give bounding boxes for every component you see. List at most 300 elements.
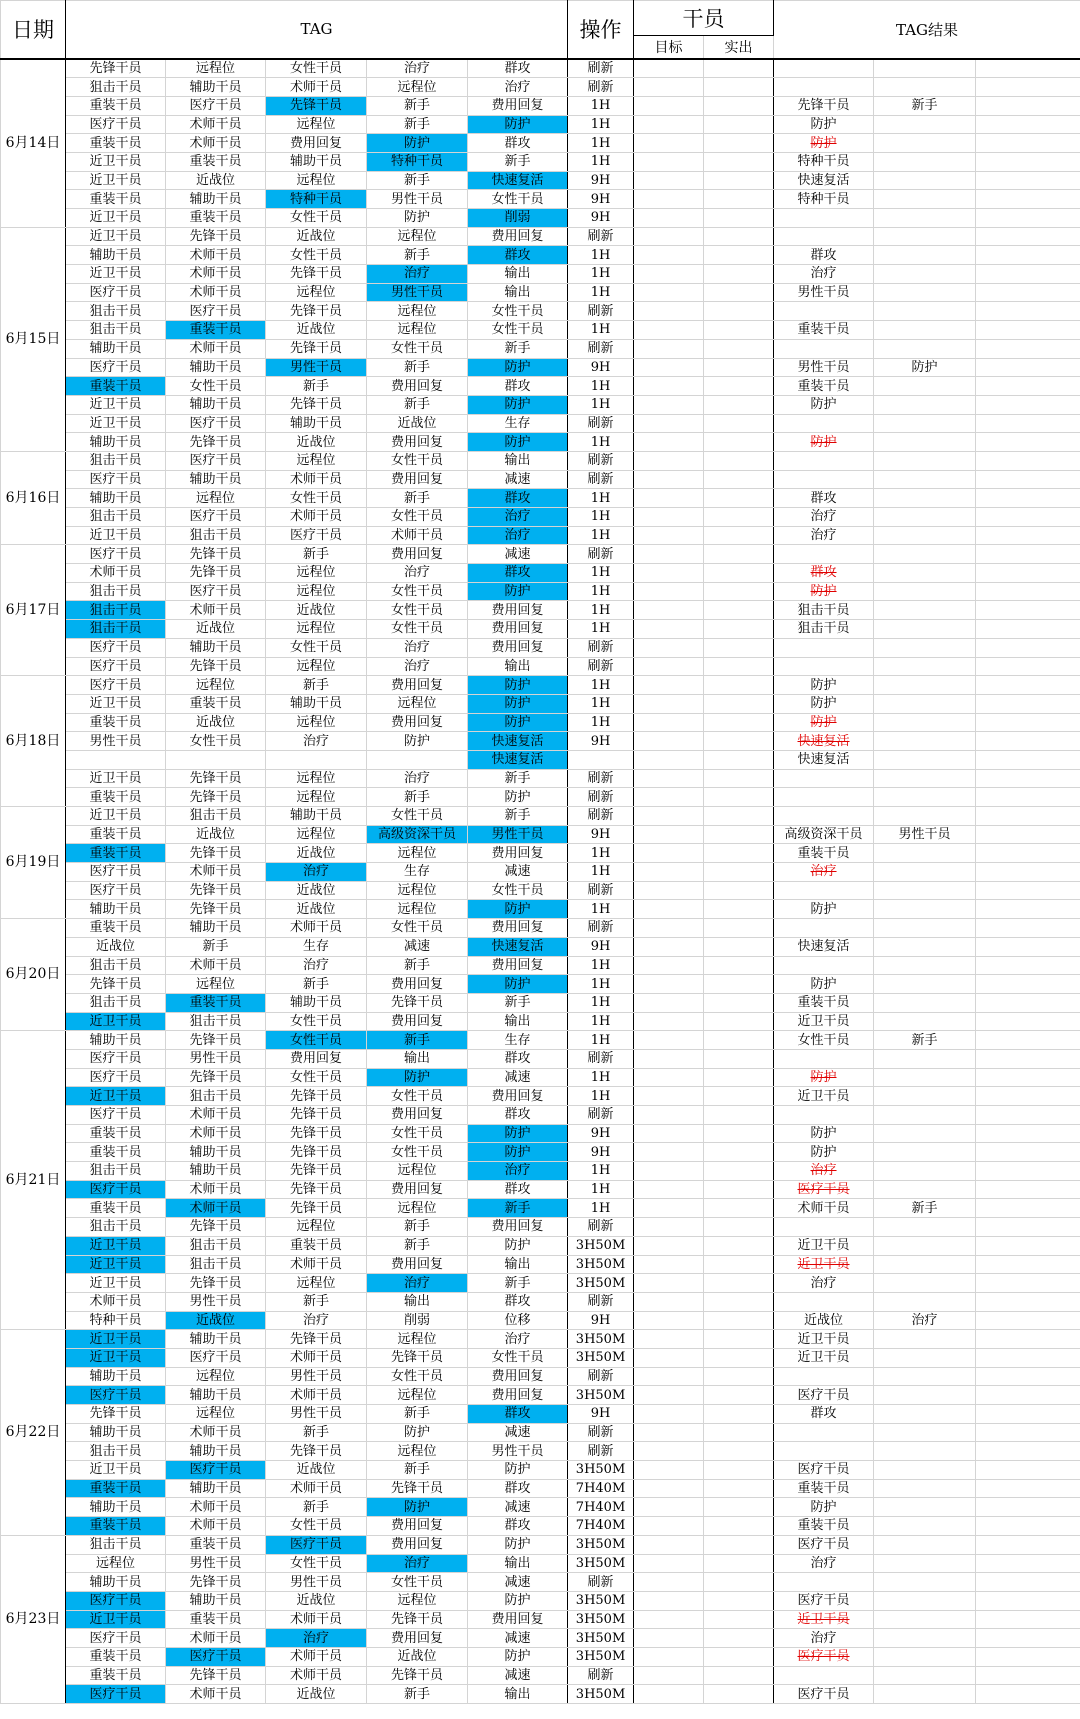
actual-cell bbox=[704, 1218, 774, 1237]
result-tag-cell bbox=[874, 1498, 976, 1517]
table-row bbox=[1, 844, 1080, 863]
tag-cell: 远程位 bbox=[367, 1442, 468, 1461]
actual-cell bbox=[704, 339, 774, 358]
tag-cell: 减速 bbox=[468, 470, 568, 489]
tag-cell: 术师干员 bbox=[367, 526, 468, 545]
tag-cell: 费用回复 bbox=[367, 1629, 468, 1648]
tag-cell: 新手 bbox=[266, 1498, 367, 1517]
actual-cell bbox=[704, 1031, 774, 1050]
actual-cell bbox=[704, 171, 774, 190]
result-empty-cell bbox=[976, 937, 1080, 956]
tag-cell: 术师干员 bbox=[166, 1517, 266, 1536]
tag-cell: 先锋干员 bbox=[266, 395, 367, 414]
tag-cell: 先锋干员 bbox=[66, 59, 166, 78]
tag-cell: 先锋干员 bbox=[266, 1162, 367, 1181]
tag-cell: 术师干员 bbox=[266, 470, 367, 489]
operation-cell: 刷新 bbox=[568, 1367, 634, 1386]
tag-cell: 女性干员 bbox=[367, 620, 468, 639]
tag-cell: 重装干员 bbox=[66, 1647, 166, 1666]
operation-cell: 1H bbox=[568, 1068, 634, 1087]
tag-cell: 先锋干员 bbox=[367, 1610, 468, 1629]
tag-cell: 削弱 bbox=[367, 1311, 468, 1330]
tag-cell: 狙击干员 bbox=[66, 1218, 166, 1237]
tag-cell: 远程位 bbox=[367, 1591, 468, 1610]
tag-cell: 生存 bbox=[367, 863, 468, 882]
result-tag-cell bbox=[874, 1610, 976, 1629]
tag-cell: 费用回复 bbox=[367, 1255, 468, 1274]
result-tag-cell: 特种干员 bbox=[774, 190, 874, 209]
tag-cell: 新手 bbox=[468, 152, 568, 171]
result-empty-cell bbox=[976, 78, 1080, 97]
actual-cell bbox=[704, 638, 774, 657]
result-tag-cell bbox=[874, 209, 976, 228]
result-empty-cell bbox=[976, 1647, 1080, 1666]
tag-cell: 费用回复 bbox=[367, 377, 468, 396]
result-tag-cell bbox=[874, 78, 976, 97]
result-tag-cell bbox=[774, 638, 874, 657]
table-row bbox=[1, 526, 1080, 545]
table-row bbox=[1, 975, 1080, 994]
operation-cell: 刷新 bbox=[568, 788, 634, 807]
tag-cell: 费用回复 bbox=[367, 1535, 468, 1554]
tag-cell: 先锋干员 bbox=[66, 975, 166, 994]
tag-cell: 重装干员 bbox=[66, 1479, 166, 1498]
result-tag-cell bbox=[874, 881, 976, 900]
tag-cell: 费用回复 bbox=[367, 1517, 468, 1536]
tag-cell: 医疗干员 bbox=[266, 1535, 367, 1554]
result-empty-cell bbox=[976, 1666, 1080, 1685]
result-tag-cell bbox=[874, 1573, 976, 1592]
tag-cell: 新手 bbox=[367, 395, 468, 414]
result-tag-cell bbox=[774, 1218, 874, 1237]
tag-cell: 远程位 bbox=[266, 283, 367, 302]
result-empty-cell bbox=[976, 1685, 1080, 1704]
tag-cell: 先锋干员 bbox=[266, 265, 367, 284]
target-cell bbox=[634, 1124, 704, 1143]
tag-cell: 医疗干员 bbox=[166, 582, 266, 601]
tag-cell: 近卫干员 bbox=[66, 1255, 166, 1274]
tag-cell: 先锋干员 bbox=[266, 1124, 367, 1143]
actual-cell bbox=[704, 227, 774, 246]
tag-cell: 医疗干员 bbox=[66, 657, 166, 676]
actual-cell bbox=[704, 1124, 774, 1143]
table-row bbox=[1, 601, 1080, 620]
result-tag-cell bbox=[774, 78, 874, 97]
result-empty-cell bbox=[976, 900, 1080, 919]
tag-cell: 近战位 bbox=[266, 601, 367, 620]
tag-cell: 医疗干员 bbox=[66, 1629, 166, 1648]
result-empty-cell bbox=[976, 1031, 1080, 1050]
tag-cell: 防护 bbox=[367, 1068, 468, 1087]
result-tag-cell: 治疗 bbox=[774, 508, 874, 527]
tag-cell: 重装干员 bbox=[266, 1236, 367, 1255]
operation-cell: 1H bbox=[568, 134, 634, 153]
result-tag-cell bbox=[774, 451, 874, 470]
target-cell bbox=[634, 1143, 704, 1162]
result-tag-cell bbox=[774, 470, 874, 489]
actual-cell bbox=[704, 975, 774, 994]
result-empty-cell bbox=[976, 564, 1080, 583]
tag-cell: 先锋干员 bbox=[266, 302, 367, 321]
result-empty-cell bbox=[976, 508, 1080, 527]
tag-cell: 女性干员 bbox=[468, 190, 568, 209]
table-row bbox=[1, 1068, 1080, 1087]
tag-cell: 治疗 bbox=[468, 526, 568, 545]
result-tag-cell bbox=[874, 1629, 976, 1648]
target-cell bbox=[634, 1517, 704, 1536]
tag-cell: 远程位 bbox=[266, 788, 367, 807]
result-tag-cell: 先锋干员 bbox=[774, 96, 874, 115]
tag-cell: 治疗 bbox=[367, 59, 468, 78]
result-tag-cell bbox=[874, 1236, 976, 1255]
tag-cell: 远程位 bbox=[367, 227, 468, 246]
tag-cell: 生存 bbox=[266, 937, 367, 956]
result-empty-cell bbox=[976, 1311, 1080, 1330]
result-empty-cell bbox=[976, 1199, 1080, 1218]
tag-cell: 新手 bbox=[367, 1031, 468, 1050]
tag-cell: 术师干员 bbox=[166, 1124, 266, 1143]
tag-cell: 新手 bbox=[166, 937, 266, 956]
tag-cell: 输出 bbox=[367, 1049, 468, 1068]
operation-cell: 3H50M bbox=[568, 1330, 634, 1349]
table-row bbox=[1, 1087, 1080, 1106]
tag-cell: 费用回复 bbox=[468, 96, 568, 115]
tag-cell: 女性干员 bbox=[367, 582, 468, 601]
operation-cell: 1H bbox=[568, 1199, 634, 1218]
result-tag-cell bbox=[774, 1049, 874, 1068]
actual-cell bbox=[704, 1479, 774, 1498]
tag-cell: 先锋干员 bbox=[367, 1479, 468, 1498]
result-tag-cell bbox=[874, 1049, 976, 1068]
actual-cell bbox=[704, 1236, 774, 1255]
tag-cell: 医疗干员 bbox=[66, 1106, 166, 1125]
tag-cell: 群攻 bbox=[468, 1049, 568, 1068]
result-tag-cell bbox=[874, 470, 976, 489]
tag-cell: 术师干员 bbox=[166, 601, 266, 620]
tag-cell: 辅助干员 bbox=[166, 395, 266, 414]
tag-cell: 女性干员 bbox=[266, 209, 367, 228]
tag-cell: 术师干员 bbox=[266, 78, 367, 97]
result-tag-cell bbox=[874, 1180, 976, 1199]
target-cell bbox=[634, 919, 704, 938]
tag-cell: 远程位 bbox=[266, 713, 367, 732]
tag-cell: 生存 bbox=[468, 414, 568, 433]
actual-cell bbox=[704, 209, 774, 228]
result-tag-cell bbox=[874, 601, 976, 620]
target-cell bbox=[634, 1236, 704, 1255]
operation-cell: 1H bbox=[568, 1087, 634, 1106]
table-row bbox=[1, 265, 1080, 284]
actual-cell bbox=[704, 283, 774, 302]
result-empty-cell bbox=[976, 1386, 1080, 1405]
tag-cell: 近战位 bbox=[166, 1311, 266, 1330]
table-row bbox=[1, 1311, 1080, 1330]
actual-cell bbox=[704, 265, 774, 284]
tag-cell: 远程位 bbox=[266, 1218, 367, 1237]
date-cell: 6月18日 bbox=[1, 676, 66, 807]
result-tag-cell: 快速复活 bbox=[774, 732, 874, 751]
result-tag-cell: 医疗干员 bbox=[774, 1647, 874, 1666]
tag-cell: 费用回复 bbox=[468, 1610, 568, 1629]
tag-cell: 近战位 bbox=[367, 1647, 468, 1666]
result-empty-cell bbox=[976, 321, 1080, 340]
target-cell bbox=[634, 358, 704, 377]
operation-cell: 刷新 bbox=[568, 769, 634, 788]
target-cell bbox=[634, 265, 704, 284]
tag-cell: 医疗干员 bbox=[166, 1647, 266, 1666]
actual-cell bbox=[704, 807, 774, 826]
target-cell bbox=[634, 620, 704, 639]
table-row bbox=[1, 956, 1080, 975]
header-tag-result: TAG结果 bbox=[774, 1, 1080, 59]
tag-cell: 新手 bbox=[367, 1685, 468, 1704]
tag-cell: 狙击干员 bbox=[66, 321, 166, 340]
tag-cell: 新手 bbox=[367, 171, 468, 190]
table-row bbox=[1, 1386, 1080, 1405]
target-cell bbox=[634, 283, 704, 302]
tag-cell: 术师干员 bbox=[166, 265, 266, 284]
result-tag-cell bbox=[874, 788, 976, 807]
tag-cell: 近战位 bbox=[166, 171, 266, 190]
actual-cell bbox=[704, 321, 774, 340]
result-tag-cell bbox=[774, 956, 874, 975]
result-tag-cell: 治疗 bbox=[774, 1554, 874, 1573]
table-row bbox=[1, 1180, 1080, 1199]
target-cell bbox=[634, 1573, 704, 1592]
table-row bbox=[1, 470, 1080, 489]
operation-cell: 9H bbox=[568, 1124, 634, 1143]
target-cell bbox=[634, 732, 704, 751]
result-tag-cell bbox=[874, 919, 976, 938]
tag-cell: 群攻 bbox=[468, 377, 568, 396]
target-cell bbox=[634, 1685, 704, 1704]
tag-cell: 术师干员 bbox=[166, 863, 266, 882]
result-tag-cell bbox=[774, 788, 874, 807]
tag-cell: 治疗 bbox=[468, 1162, 568, 1181]
tag-cell: 新手 bbox=[266, 975, 367, 994]
operation-cell: 1H bbox=[568, 900, 634, 919]
header-tag: TAG bbox=[66, 1, 568, 59]
tag-cell: 生存 bbox=[468, 1031, 568, 1050]
operation-cell: 刷新 bbox=[568, 451, 634, 470]
result-tag-cell: 防护 bbox=[774, 582, 874, 601]
result-empty-cell bbox=[976, 190, 1080, 209]
result-tag-cell bbox=[774, 1423, 874, 1442]
tag-cell: 费用回复 bbox=[468, 638, 568, 657]
target-cell bbox=[634, 1087, 704, 1106]
tag-cell: 减速 bbox=[468, 545, 568, 564]
target-cell bbox=[634, 1311, 704, 1330]
table-row bbox=[1, 1106, 1080, 1125]
actual-cell bbox=[704, 732, 774, 751]
result-tag-cell bbox=[874, 1405, 976, 1424]
result-empty-cell bbox=[976, 246, 1080, 265]
tag-cell: 狙击干员 bbox=[66, 302, 166, 321]
tag-cell: 医疗干员 bbox=[166, 1461, 266, 1480]
tag-cell: 辅助干员 bbox=[166, 1442, 266, 1461]
tag-cell: 费用回复 bbox=[367, 1180, 468, 1199]
result-empty-cell bbox=[976, 1274, 1080, 1293]
date-cell: 6月19日 bbox=[1, 807, 66, 919]
target-cell bbox=[634, 470, 704, 489]
tag-cell bbox=[266, 750, 367, 769]
operation-cell: 刷新 bbox=[568, 339, 634, 358]
tag-cell: 先锋干员 bbox=[166, 1218, 266, 1237]
tag-cell: 辅助干员 bbox=[66, 1498, 166, 1517]
result-tag-cell: 防护 bbox=[774, 395, 874, 414]
operation-cell: 刷新 bbox=[568, 638, 634, 657]
target-cell bbox=[634, 321, 704, 340]
result-tag-cell bbox=[874, 1535, 976, 1554]
target-cell bbox=[634, 209, 704, 228]
tag-cell: 狙击干员 bbox=[66, 451, 166, 470]
tag-cell: 费用回复 bbox=[468, 956, 568, 975]
target-cell bbox=[634, 601, 704, 620]
result-tag-cell bbox=[874, 377, 976, 396]
table-row bbox=[1, 582, 1080, 601]
tag-cell: 狙击干员 bbox=[166, 1255, 266, 1274]
result-empty-cell bbox=[976, 1255, 1080, 1274]
actual-cell bbox=[704, 1049, 774, 1068]
tag-cell: 费用回复 bbox=[468, 1386, 568, 1405]
actual-cell bbox=[704, 844, 774, 863]
tag-cell: 新手 bbox=[367, 246, 468, 265]
operation-cell: 1H bbox=[568, 844, 634, 863]
result-tag-cell: 男性干员 bbox=[774, 283, 874, 302]
tag-cell: 重装干员 bbox=[66, 1666, 166, 1685]
operation-cell: 刷新 bbox=[568, 227, 634, 246]
tag-cell: 新手 bbox=[367, 115, 468, 134]
tag-cell: 近战位 bbox=[166, 825, 266, 844]
result-tag-cell: 近卫干员 bbox=[774, 1330, 874, 1349]
result-tag-cell: 治疗 bbox=[874, 1311, 976, 1330]
table-row bbox=[1, 59, 1080, 78]
tag-cell: 削弱 bbox=[468, 209, 568, 228]
tag-cell: 远程位 bbox=[367, 881, 468, 900]
result-empty-cell bbox=[976, 1629, 1080, 1648]
tag-cell: 重装干员 bbox=[66, 377, 166, 396]
target-cell bbox=[634, 1180, 704, 1199]
operation-cell: 刷新 bbox=[568, 59, 634, 78]
tag-cell: 狙击干员 bbox=[166, 1087, 266, 1106]
actual-cell bbox=[704, 620, 774, 639]
tag-cell: 新手 bbox=[468, 993, 568, 1012]
operation-cell: 1H bbox=[568, 863, 634, 882]
tag-cell: 减速 bbox=[468, 863, 568, 882]
tag-cell: 费用回复 bbox=[367, 975, 468, 994]
table-row bbox=[1, 1461, 1080, 1480]
result-tag-cell bbox=[874, 283, 976, 302]
tag-cell: 辅助干员 bbox=[266, 152, 367, 171]
result-empty-cell bbox=[976, 302, 1080, 321]
table-row bbox=[1, 919, 1080, 938]
operation-cell: 1H bbox=[568, 283, 634, 302]
operation-cell: 1H bbox=[568, 713, 634, 732]
tag-cell: 防护 bbox=[468, 713, 568, 732]
target-cell bbox=[634, 1386, 704, 1405]
tag-cell: 辅助干员 bbox=[166, 190, 266, 209]
tag-cell: 近卫干员 bbox=[66, 1087, 166, 1106]
actual-cell bbox=[704, 470, 774, 489]
operation-cell: 刷新 bbox=[568, 807, 634, 826]
table-row bbox=[1, 676, 1080, 695]
tag-cell: 女性干员 bbox=[367, 451, 468, 470]
result-empty-cell bbox=[976, 881, 1080, 900]
result-empty-cell bbox=[976, 769, 1080, 788]
tag-cell: 输出 bbox=[468, 1685, 568, 1704]
tag-cell: 防护 bbox=[468, 1236, 568, 1255]
operation-cell: 刷新 bbox=[568, 78, 634, 97]
tag-cell: 新手 bbox=[468, 807, 568, 826]
table-row bbox=[1, 1535, 1080, 1554]
actual-cell bbox=[704, 1012, 774, 1031]
operation-cell: 1H bbox=[568, 265, 634, 284]
result-tag-cell bbox=[874, 171, 976, 190]
tag-cell: 医疗干员 bbox=[66, 358, 166, 377]
target-cell bbox=[634, 1162, 704, 1181]
tag-cell: 近战位 bbox=[166, 713, 266, 732]
result-tag-cell bbox=[874, 134, 976, 153]
target-cell bbox=[634, 1106, 704, 1125]
result-empty-cell bbox=[976, 807, 1080, 826]
operation-cell: 1H bbox=[568, 564, 634, 583]
tag-cell: 远程位 bbox=[367, 78, 468, 97]
tag-cell: 术师干员 bbox=[166, 1106, 266, 1125]
result-tag-cell bbox=[874, 1012, 976, 1031]
tag-cell: 防护 bbox=[468, 1461, 568, 1480]
target-cell bbox=[634, 788, 704, 807]
actual-cell bbox=[704, 863, 774, 882]
result-tag-cell bbox=[874, 1162, 976, 1181]
table-row bbox=[1, 750, 1080, 769]
tag-cell: 男性干员 bbox=[166, 1049, 266, 1068]
operation-cell: 1H bbox=[568, 96, 634, 115]
tag-cell: 群攻 bbox=[468, 1292, 568, 1311]
tag-cell: 防护 bbox=[468, 582, 568, 601]
result-tag-cell bbox=[874, 713, 976, 732]
result-tag-cell bbox=[874, 1218, 976, 1237]
actual-cell bbox=[704, 1087, 774, 1106]
tag-cell: 新手 bbox=[367, 1461, 468, 1480]
table-row bbox=[1, 1236, 1080, 1255]
tag-cell: 重装干员 bbox=[166, 321, 266, 340]
target-cell bbox=[634, 1199, 704, 1218]
target-cell bbox=[634, 227, 704, 246]
target-cell bbox=[634, 395, 704, 414]
table-row bbox=[1, 564, 1080, 583]
tag-cell: 群攻 bbox=[468, 1517, 568, 1536]
tag-cell: 重装干员 bbox=[166, 1535, 266, 1554]
result-empty-cell bbox=[976, 993, 1080, 1012]
actual-cell bbox=[704, 395, 774, 414]
target-cell bbox=[634, 1012, 704, 1031]
tag-cell: 女性干员 bbox=[367, 1367, 468, 1386]
result-tag-cell: 新手 bbox=[874, 96, 976, 115]
tag-cell: 减速 bbox=[468, 1068, 568, 1087]
tag-cell: 远程位 bbox=[266, 657, 367, 676]
operation-cell: 1H bbox=[568, 115, 634, 134]
result-tag-cell: 群攻 bbox=[774, 1405, 874, 1424]
tag-cell: 男性干员 bbox=[166, 1554, 266, 1573]
tag-cell: 减速 bbox=[367, 937, 468, 956]
result-empty-cell bbox=[976, 582, 1080, 601]
table-row bbox=[1, 1348, 1080, 1367]
result-tag-cell: 医疗干员 bbox=[774, 1591, 874, 1610]
result-empty-cell bbox=[976, 227, 1080, 246]
table-row bbox=[1, 1012, 1080, 1031]
target-cell bbox=[634, 956, 704, 975]
tag-cell: 医疗干员 bbox=[66, 1386, 166, 1405]
